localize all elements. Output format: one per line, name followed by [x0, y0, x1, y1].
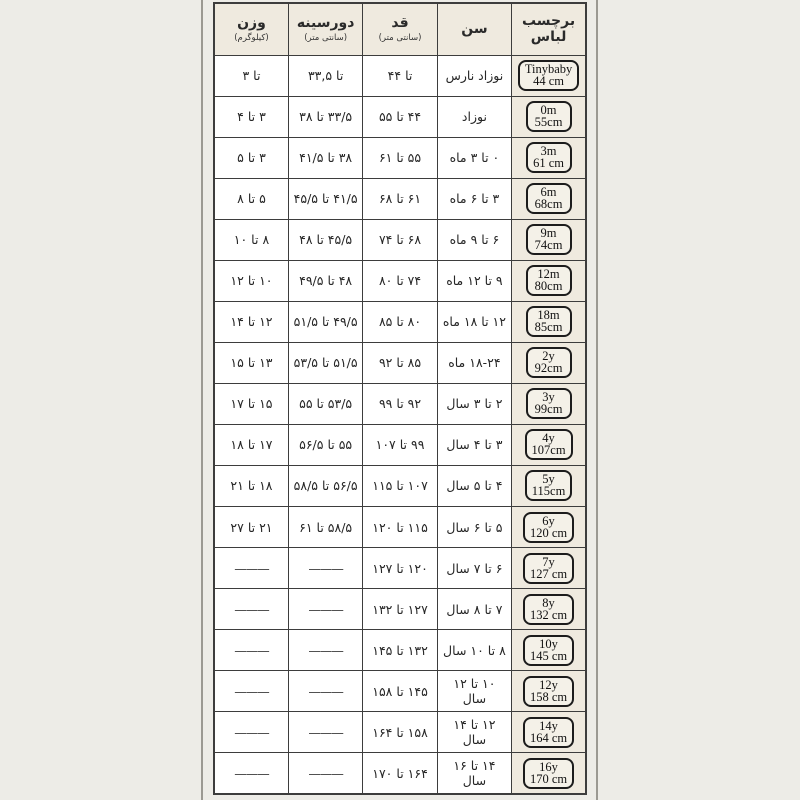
size-badge: [523, 635, 574, 666]
size-badge: [526, 347, 572, 378]
size-badge: [523, 758, 574, 789]
size-badge-cm: 74cm: [534, 238, 563, 253]
chest-cell: ۴۵/۵ تا ۴۸: [288, 219, 362, 260]
age-cell: ۶ تا ۷ سال: [437, 548, 511, 589]
age-cell: ۰ تا ۳ ماه: [437, 137, 511, 178]
age-cell: ۷ تا ۸ سال: [437, 589, 511, 630]
weight-cell: ۱۵ تا ۱۷: [214, 383, 288, 424]
age-cell: نوزاد: [437, 96, 511, 137]
table-row: [214, 507, 586, 548]
label-cell: [512, 548, 586, 589]
table-body: [214, 55, 586, 794]
size-badge-size: 4y: [542, 431, 555, 446]
size-badge-size: 2y: [542, 349, 555, 364]
chest-cell: ۴۱/۵ تا ۴۵/۵: [288, 178, 362, 219]
weight-cell: ———: [214, 671, 288, 712]
table-row: [214, 465, 586, 506]
chest-cell: ۳۸ تا ۴۱/۵: [288, 137, 362, 178]
age-cell: ۲ تا ۳ سال: [437, 383, 511, 424]
table-row: [214, 753, 586, 794]
weight-cell: ———: [214, 712, 288, 753]
size-badge-cm: 55cm: [534, 115, 563, 130]
size-badge: [523, 594, 574, 625]
label-cell: [512, 507, 586, 548]
age-cell: ۴ تا ۵ سال: [437, 465, 511, 506]
height-cell: ۷۴ تا ۸۰: [363, 260, 437, 301]
label-cell: [512, 589, 586, 630]
column-title: دورسینه: [296, 15, 355, 32]
table-row: [214, 548, 586, 589]
size-badge: [525, 470, 573, 501]
column-header-weight: [214, 3, 288, 55]
age-cell: ۵ تا ۶ سال: [437, 507, 511, 548]
height-cell: ۸۰ تا ۸۵: [363, 301, 437, 342]
size-badge-cm: 158 cm: [529, 689, 568, 704]
table-row: [214, 55, 586, 96]
chest-cell: ۵۸/۵ تا ۶۱: [288, 507, 362, 548]
size-badge: [526, 101, 572, 132]
height-cell: ۶۸ تا ۷۴: [363, 219, 437, 260]
height-cell: تا ۴۴: [363, 55, 437, 96]
weight-cell: ۵ تا ۸: [214, 178, 288, 219]
height-cell: ۱۲۰ تا ۱۲۷: [363, 548, 437, 589]
weight-cell: ۱۷ تا ۱۸: [214, 424, 288, 465]
size-badge-cm: 80cm: [534, 279, 563, 294]
height-cell: ۱۴۵ تا ۱۵۸: [363, 671, 437, 712]
age-cell: ۶ تا ۹ ماه: [437, 219, 511, 260]
column-subtitle: (سانتی متر): [304, 33, 348, 44]
size-badge-size: 9m: [540, 226, 557, 241]
label-cell: [512, 630, 586, 671]
column-title: برچسب لباس: [521, 13, 576, 46]
chest-cell: ۵۵ تا ۵۶/۵: [288, 424, 362, 465]
table-row: [214, 383, 586, 424]
weight-cell: ———: [214, 630, 288, 671]
age-cell: ۱۴ تا ۱۶ سال: [437, 753, 511, 794]
weight-cell: ———: [214, 548, 288, 589]
size-badge-cm: 115cm: [531, 484, 566, 499]
size-badge-cm: 85cm: [534, 320, 563, 335]
label-cell: [512, 260, 586, 301]
size-badge: [523, 717, 574, 748]
height-cell: ۹۹ تا ۱۰۷: [363, 424, 437, 465]
label-cell: [512, 55, 586, 96]
table-header: [214, 3, 586, 55]
size-badge-size: 18m: [537, 308, 560, 323]
label-cell: [512, 219, 586, 260]
table-row: [214, 671, 586, 712]
height-cell: ۸۵ تا ۹۲: [363, 342, 437, 383]
size-badge: [526, 388, 572, 419]
label-cell: [512, 671, 586, 712]
size-badge-size: 12y: [539, 677, 558, 692]
height-cell: ۵۵ تا ۶۱: [363, 137, 437, 178]
size-badge: [518, 60, 579, 91]
chest-cell: ۵۱/۵ تا ۵۳/۵: [288, 342, 362, 383]
size-badge-cm: 170 cm: [529, 771, 568, 786]
column-subtitle: (کیلوگرم): [234, 33, 269, 44]
weight-cell: ۲۱ تا ۲۷: [214, 507, 288, 548]
chest-cell: ۴۹/۵ تا ۵۱/۵: [288, 301, 362, 342]
age-cell: ۱۸-۲۴ ماه: [437, 342, 511, 383]
size-badge-cm: 92cm: [534, 361, 563, 376]
size-badge-cm: 44 cm: [533, 74, 564, 89]
height-cell: ۶۱ تا ۶۸: [363, 178, 437, 219]
size-badge-cm: 107cm: [531, 443, 566, 458]
age-cell: ۳ تا ۶ ماه: [437, 178, 511, 219]
height-cell: ۴۴ تا ۵۵: [363, 96, 437, 137]
chest-cell: ———: [288, 630, 362, 671]
label-cell: [512, 712, 586, 753]
label-cell: [512, 301, 586, 342]
size-badge-size: 3m: [540, 144, 557, 159]
height-cell: ۱۱۵ تا ۱۲۰: [363, 507, 437, 548]
weight-cell: ۱۲ تا ۱۴: [214, 301, 288, 342]
size-badge-cm: 99cm: [534, 402, 563, 417]
column-header-chest: [288, 3, 362, 55]
chest-cell: ۵۳/۵ تا ۵۵: [288, 383, 362, 424]
table-row: [214, 137, 586, 178]
size-chart-table: [213, 2, 587, 795]
size-badge: [523, 553, 574, 584]
column-header-age: [437, 3, 511, 55]
size-badge-cm: 68cm: [534, 197, 563, 212]
column-subtitle: (سانتی متر): [378, 33, 422, 44]
weight-cell: ———: [214, 753, 288, 794]
height-cell: ۱۶۴ تا ۱۷۰: [363, 753, 437, 794]
label-cell: [512, 342, 586, 383]
weight-cell: ۳ تا ۴: [214, 96, 288, 137]
size-badge: [523, 676, 574, 707]
frame-line-right: [596, 0, 598, 800]
label-cell: [512, 137, 586, 178]
table-row: [214, 712, 586, 753]
size-badge-cm: 61 cm: [533, 156, 564, 171]
age-cell: ۸ تا ۱۰ سال: [437, 630, 511, 671]
size-badge: [523, 512, 574, 543]
chest-cell: ۴۸ تا ۴۹/۵: [288, 260, 362, 301]
age-cell: ۳ تا ۴ سال: [437, 424, 511, 465]
size-badge-size: 12m: [537, 267, 560, 282]
size-badge-size: 16y: [539, 759, 558, 774]
size-badge-cm: 164 cm: [529, 730, 568, 745]
age-cell: ۱۰ تا ۱۲ سال: [437, 671, 511, 712]
table-row: [214, 630, 586, 671]
weight-cell: ۱۸ تا ۲۱: [214, 465, 288, 506]
label-cell: [512, 424, 586, 465]
chest-cell: ۵۶/۵ تا ۵۸/۵: [288, 465, 362, 506]
age-cell: ۱۲ تا ۱۸ ماه: [437, 301, 511, 342]
weight-cell: ———: [214, 589, 288, 630]
size-badge: [526, 142, 572, 173]
height-cell: ۱۲۷ تا ۱۳۲: [363, 589, 437, 630]
label-cell: [512, 465, 586, 506]
size-badge: [526, 224, 572, 255]
size-badge-size: 10y: [539, 636, 558, 651]
size-badge-size: 3y: [542, 390, 555, 405]
height-cell: ۱۰۷ تا ۱۱۵: [363, 465, 437, 506]
size-badge: [525, 429, 573, 460]
chest-cell: ———: [288, 671, 362, 712]
size-badge-size: 5y: [542, 472, 555, 487]
column-header-label: [512, 3, 586, 55]
weight-cell: ۸ تا ۱۰: [214, 219, 288, 260]
weight-cell: ۱۳ تا ۱۵: [214, 342, 288, 383]
column-title: سن: [461, 21, 488, 38]
weight-cell: تا ۳: [214, 55, 288, 96]
table-row: [214, 96, 586, 137]
table-row: [214, 260, 586, 301]
size-badge-size: 14y: [539, 718, 558, 733]
height-cell: ۹۲ تا ۹۹: [363, 383, 437, 424]
table-row: [214, 424, 586, 465]
label-cell: [512, 178, 586, 219]
size-badge: [526, 306, 572, 337]
table-row: [214, 219, 586, 260]
height-cell: ۱۵۸ تا ۱۶۴: [363, 712, 437, 753]
column-title: قد: [391, 15, 409, 32]
column-title: وزن: [237, 15, 266, 32]
table-row: [214, 342, 586, 383]
size-badge-cm: 127 cm: [529, 566, 568, 581]
size-badge-cm: 120 cm: [529, 525, 568, 540]
frame-line-left: [201, 0, 203, 800]
chest-cell: ۳۳/۵ تا ۳۸: [288, 96, 362, 137]
age-cell: ۱۲ تا ۱۴ سال: [437, 712, 511, 753]
size-badge-size: 0m: [540, 103, 557, 118]
age-cell: نوزاد نارس: [437, 55, 511, 96]
height-cell: ۱۳۲ تا ۱۴۵: [363, 630, 437, 671]
weight-cell: ۳ تا ۵: [214, 137, 288, 178]
size-badge-cm: 145 cm: [529, 648, 568, 663]
size-badge-size: 7y: [542, 554, 555, 569]
size-badge-cm: 132 cm: [529, 607, 568, 622]
size-badge-size: 6m: [540, 185, 557, 200]
table-row: [214, 589, 586, 630]
age-cell: ۹ تا ۱۲ ماه: [437, 260, 511, 301]
table-row: [214, 178, 586, 219]
label-cell: [512, 383, 586, 424]
table-row: [214, 301, 586, 342]
chest-cell: تا ۳۳,۵: [288, 55, 362, 96]
label-cell: [512, 753, 586, 794]
chest-cell: ———: [288, 753, 362, 794]
size-badge: [526, 265, 572, 296]
column-header-height: [363, 3, 437, 55]
label-cell: [512, 96, 586, 137]
size-badge-size: Tinybaby: [524, 62, 573, 77]
chest-cell: ———: [288, 712, 362, 753]
size-badge-size: 6y: [542, 513, 555, 528]
header-row: [214, 3, 586, 55]
chest-cell: ———: [288, 589, 362, 630]
weight-cell: ۱۰ تا ۱۲: [214, 260, 288, 301]
chest-cell: ———: [288, 548, 362, 589]
size-badge: [526, 183, 572, 214]
size-badge-size: 8y: [542, 595, 555, 610]
